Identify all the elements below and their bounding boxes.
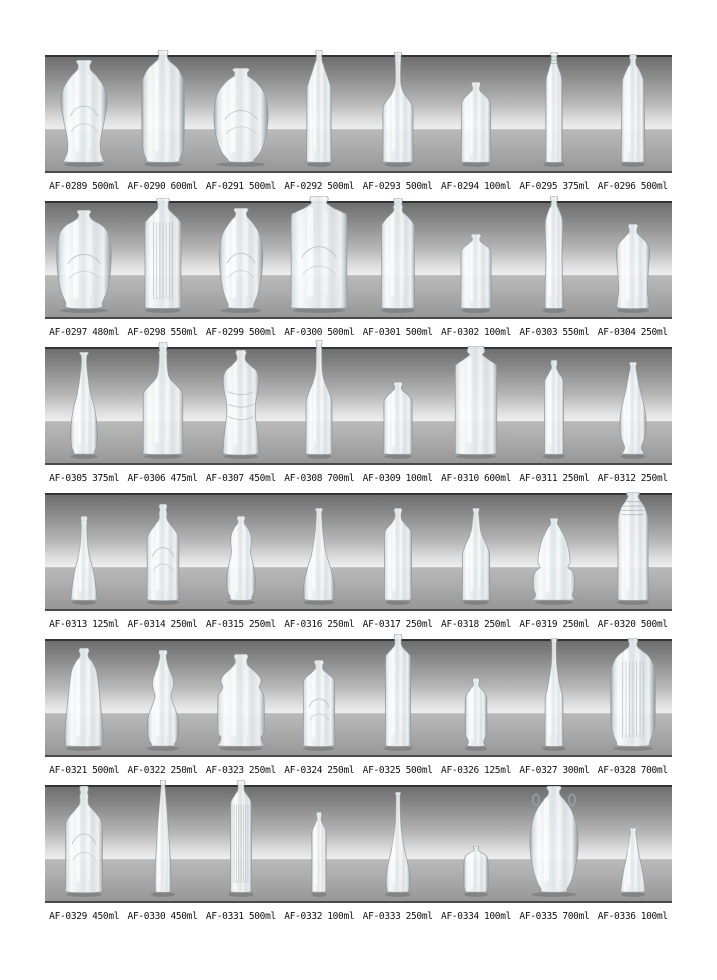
bottle-label xyxy=(437,473,515,484)
bottle-cell xyxy=(45,349,123,463)
bottle-cell xyxy=(515,495,593,609)
bottle-label xyxy=(202,619,280,630)
bottle-cell xyxy=(123,641,201,755)
bottle-image-af-0313 xyxy=(69,516,100,606)
photo-band xyxy=(45,785,672,903)
bottle-label xyxy=(594,327,672,338)
bottle-cell xyxy=(359,787,437,901)
bottle-volume: 250ml xyxy=(483,618,512,630)
bottle-volume: 450ml xyxy=(170,910,198,922)
bottle-volume: 500ml xyxy=(248,910,276,922)
bottle-code: AF-0318 xyxy=(441,618,479,630)
bottle-volume: 500ml xyxy=(92,180,120,192)
bottle-label xyxy=(594,911,672,922)
bottle-image-af-0334 xyxy=(461,846,492,898)
bottle-volume: 475ml xyxy=(170,472,198,484)
bottle-image-af-0291 xyxy=(212,68,270,168)
bottle-volume: 700ml xyxy=(562,910,590,922)
bottle-image-af-0326 xyxy=(462,678,491,752)
bottle-cell xyxy=(123,57,201,171)
bottle-label xyxy=(515,619,593,630)
bottle-image-af-0327 xyxy=(539,638,570,752)
bottle-image-af-0325 xyxy=(380,634,416,752)
bottle-image-af-0315 xyxy=(223,516,259,606)
bottle-code: AF-0303 xyxy=(519,326,558,338)
bottle-image-af-0304 xyxy=(613,224,653,314)
bottle-image-af-0303 xyxy=(539,196,570,314)
bottle-label xyxy=(45,181,123,192)
photo-band xyxy=(45,201,672,319)
bottle-image-af-0329 xyxy=(62,786,106,898)
bottle-volume: 500ml xyxy=(327,180,355,192)
bottle-volume: 125ml xyxy=(483,764,512,776)
bottle-code: AF-0317 xyxy=(362,618,401,630)
bottle-code: AF-0328 xyxy=(597,764,636,776)
bottle-image-af-0333 xyxy=(381,792,414,898)
label-strip xyxy=(45,173,672,199)
catalog-row xyxy=(45,493,672,639)
bottle-label xyxy=(202,181,280,192)
bottle-volume: 500ml xyxy=(248,180,276,192)
catalog-row xyxy=(45,639,672,785)
bottle-code: AF-0299 xyxy=(205,326,244,338)
bottle-label xyxy=(45,619,123,630)
bottle-cell xyxy=(515,349,593,463)
bottle-label xyxy=(123,765,201,776)
bottle-code: AF-0312 xyxy=(597,472,636,484)
bottle-volume: 250ml xyxy=(248,764,276,776)
bottle-code: AF-0310 xyxy=(441,472,479,484)
bottle-code: AF-0325 xyxy=(362,764,401,776)
bottle-image-af-0302 xyxy=(458,234,494,314)
bottle-cell xyxy=(45,57,123,171)
bottle-cell xyxy=(202,787,280,901)
bottle-code: AF-0329 xyxy=(49,910,88,922)
bottle-code: AF-0324 xyxy=(284,764,323,776)
bottle-volume: 250ml xyxy=(562,472,590,484)
bottle-image-af-0297 xyxy=(55,210,113,314)
bottle-image-af-0319 xyxy=(531,518,577,606)
bottle-cell xyxy=(280,349,358,463)
bottle-cell xyxy=(359,349,437,463)
bottle-code: AF-0296 xyxy=(597,180,636,192)
bottle-label xyxy=(280,765,358,776)
bottle-label xyxy=(515,327,593,338)
bottle-label xyxy=(359,911,437,922)
bottle-code: AF-0306 xyxy=(127,472,166,484)
bottle-label xyxy=(280,473,358,484)
bottle-image-af-0299 xyxy=(216,208,266,314)
bottle-label xyxy=(515,911,593,922)
label-strip xyxy=(45,465,672,491)
bottle-code: AF-0314 xyxy=(127,618,166,630)
bottle-cell xyxy=(515,787,593,901)
bottle-volume: 550ml xyxy=(170,326,198,338)
bottle-image-af-0336 xyxy=(617,828,648,898)
bottle-image-af-0305 xyxy=(67,352,101,460)
bottle-label xyxy=(437,327,515,338)
bottle-code: AF-0300 xyxy=(284,326,323,338)
bottle-code: AF-0305 xyxy=(49,472,88,484)
bottle-cell xyxy=(515,641,593,755)
bottle-volume: 480ml xyxy=(92,326,120,338)
bottle-label xyxy=(359,327,437,338)
bottle-code: AF-0290 xyxy=(127,180,166,192)
bottle-cell xyxy=(123,349,201,463)
bottle-image-af-0312 xyxy=(617,362,649,460)
bottle-label xyxy=(359,181,437,192)
bottle-volume: 500ml xyxy=(405,764,433,776)
bottle-image-af-0320 xyxy=(613,492,653,606)
bottle-volume: 100ml xyxy=(483,910,512,922)
bottle-label xyxy=(359,619,437,630)
bottle-volume: 250ml xyxy=(640,472,668,484)
bottle-label xyxy=(123,911,201,922)
bottle-volume: 100ml xyxy=(640,910,668,922)
bottle-code: AF-0301 xyxy=(362,326,401,338)
bottle-label xyxy=(515,473,593,484)
bottle-label xyxy=(123,327,201,338)
bottle-cell xyxy=(594,641,672,755)
bottle-cell xyxy=(123,495,201,609)
bottle-label xyxy=(123,473,201,484)
bottle-code: AF-0331 xyxy=(205,910,244,922)
bottle-code: AF-0308 xyxy=(284,472,323,484)
bottle-code: AF-0335 xyxy=(519,910,558,922)
bottle-code: AF-0315 xyxy=(205,618,244,630)
bottle-volume: 250ml xyxy=(170,618,198,630)
bottle-cell xyxy=(437,787,515,901)
bottle-image-af-0301 xyxy=(377,198,419,314)
bottle-cell xyxy=(280,495,358,609)
bottle-image-af-0307 xyxy=(220,350,262,460)
bottle-code: AF-0291 xyxy=(205,180,244,192)
bottle-label xyxy=(594,181,672,192)
bottle-code: AF-0313 xyxy=(49,618,88,630)
bottle-label xyxy=(515,181,593,192)
bottle-label xyxy=(280,619,358,630)
bottle-label xyxy=(594,765,672,776)
bottle-volume: 300ml xyxy=(562,764,590,776)
bottle-volume: 250ml xyxy=(327,618,355,630)
bottle-code: AF-0302 xyxy=(441,326,479,338)
bottle-image-af-0300 xyxy=(288,196,350,314)
bottle-volume: 250ml xyxy=(327,764,355,776)
bottle-label xyxy=(359,765,437,776)
bottle-image-af-0292 xyxy=(304,50,335,168)
bottle-cell xyxy=(359,57,437,171)
bottle-cell xyxy=(45,203,123,317)
bottle-image-af-0310 xyxy=(452,346,500,460)
bottle-image-af-0294 xyxy=(459,82,494,168)
bottle-volume: 100ml xyxy=(483,180,512,192)
bottle-label xyxy=(280,181,358,192)
bottle-volume: 250ml xyxy=(405,618,433,630)
bottle-label xyxy=(45,327,123,338)
bottle-cell xyxy=(437,641,515,755)
bottle-cell xyxy=(594,787,672,901)
bottle-image-af-0331 xyxy=(224,780,257,898)
bottle-label xyxy=(515,765,593,776)
bottle-volume: 250ml xyxy=(640,326,668,338)
bottle-code: AF-0319 xyxy=(519,618,558,630)
bottle-label xyxy=(437,911,515,922)
bottle-image-af-0328 xyxy=(609,638,657,752)
catalog-row xyxy=(45,201,672,347)
bottle-label xyxy=(594,473,672,484)
bottle-code: AF-0327 xyxy=(519,764,558,776)
bottle-code: AF-0304 xyxy=(597,326,636,338)
catalog xyxy=(45,55,672,931)
bottle-image-af-0335 xyxy=(527,786,581,898)
bottle-cell xyxy=(280,57,358,171)
bottle-cell xyxy=(202,641,280,755)
bottle-image-af-0314 xyxy=(143,504,183,606)
bottle-volume: 700ml xyxy=(327,472,355,484)
bottle-code: AF-0323 xyxy=(205,764,244,776)
bottle-cell xyxy=(280,787,358,901)
bottle-cell xyxy=(437,203,515,317)
bottle-volume: 375ml xyxy=(92,472,120,484)
bottle-volume: 100ml xyxy=(327,910,355,922)
bottle-code: AF-0298 xyxy=(127,326,166,338)
bottle-code: AF-0294 xyxy=(441,180,479,192)
bottle-code: AF-0336 xyxy=(597,910,636,922)
label-strip xyxy=(45,903,672,929)
bottle-image-af-0289 xyxy=(59,60,109,168)
bottle-label xyxy=(202,911,280,922)
bottle-image-af-0296 xyxy=(617,54,648,168)
bottle-volume: 600ml xyxy=(483,472,512,484)
bottle-volume: 450ml xyxy=(248,472,276,484)
bottle-cell xyxy=(359,641,437,755)
catalog-row xyxy=(45,347,672,493)
photo-band xyxy=(45,639,672,757)
bottle-cell xyxy=(202,203,280,317)
bottle-label xyxy=(202,327,280,338)
bottle-image-af-0298 xyxy=(141,198,185,314)
bottle-image-af-0330 xyxy=(147,780,178,898)
bottle-cell xyxy=(359,203,437,317)
bottle-label xyxy=(437,619,515,630)
bottle-image-af-0309 xyxy=(381,382,415,460)
bottle-cell xyxy=(359,495,437,609)
bottle-label xyxy=(594,619,672,630)
bottle-volume: 550ml xyxy=(562,326,590,338)
bottle-label xyxy=(280,911,358,922)
bottle-image-af-0318 xyxy=(460,508,493,606)
bottle-volume: 500ml xyxy=(248,326,276,338)
bottle-image-af-0293 xyxy=(381,52,415,168)
bottle-volume: 450ml xyxy=(92,910,120,922)
bottle-volume: 250ml xyxy=(248,618,276,630)
bottle-image-af-0323 xyxy=(215,654,267,752)
bottle-label xyxy=(437,181,515,192)
bottle-label xyxy=(45,911,123,922)
bottle-image-af-0311 xyxy=(540,360,569,460)
photo-band xyxy=(45,55,672,173)
bottle-image-af-0316 xyxy=(300,508,338,606)
bottle-cell xyxy=(202,349,280,463)
label-strip xyxy=(45,757,672,783)
catalog-row xyxy=(45,55,672,201)
bottle-code: AF-0293 xyxy=(362,180,401,192)
bottle-cell xyxy=(437,57,515,171)
bottle-code: AF-0321 xyxy=(49,764,88,776)
bottle-code: AF-0333 xyxy=(362,910,401,922)
bottle-cell xyxy=(437,495,515,609)
bottle-label xyxy=(45,473,123,484)
bottle-image-af-0306 xyxy=(140,342,186,460)
bottle-cell xyxy=(45,495,123,609)
bottle-image-af-0295 xyxy=(540,52,568,168)
bottle-image-af-0317 xyxy=(382,508,413,606)
bottle-cell xyxy=(515,203,593,317)
bottle-label xyxy=(359,473,437,484)
bottle-volume: 500ml xyxy=(640,618,668,630)
bottle-code: AF-0320 xyxy=(597,618,636,630)
bottle-label xyxy=(202,473,280,484)
bottle-code: AF-0316 xyxy=(284,618,323,630)
bottle-cell xyxy=(437,349,515,463)
bottle-volume: 500ml xyxy=(405,180,433,192)
bottle-label xyxy=(45,765,123,776)
bottle-volume: 500ml xyxy=(640,180,668,192)
bottle-code: AF-0330 xyxy=(127,910,166,922)
photo-band xyxy=(45,347,672,465)
bottle-cell xyxy=(594,349,672,463)
bottle-volume: 500ml xyxy=(405,326,433,338)
bottle-volume: 250ml xyxy=(405,910,433,922)
bottle-volume: 500ml xyxy=(92,764,120,776)
photo-band xyxy=(45,493,672,611)
bottle-code: AF-0307 xyxy=(205,472,244,484)
bottle-label xyxy=(202,765,280,776)
bottle-label xyxy=(123,619,201,630)
bottle-label xyxy=(437,765,515,776)
bottle-code: AF-0332 xyxy=(284,910,323,922)
bottle-volume: 500ml xyxy=(327,326,355,338)
bottle-cell xyxy=(594,57,672,171)
bottle-cell xyxy=(515,57,593,171)
bottle-image-af-0332 xyxy=(309,812,330,898)
bottle-cell xyxy=(280,641,358,755)
bottle-cell xyxy=(45,641,123,755)
bottle-image-af-0324 xyxy=(300,660,338,752)
bottle-cell xyxy=(123,203,201,317)
bottle-volume: 100ml xyxy=(405,472,433,484)
bottle-code: AF-0297 xyxy=(49,326,88,338)
bottle-volume: 100ml xyxy=(483,326,512,338)
bottle-volume: 250ml xyxy=(170,764,198,776)
bottle-code: AF-0326 xyxy=(441,764,479,776)
bottle-code: AF-0292 xyxy=(284,180,323,192)
bottle-code: AF-0322 xyxy=(127,764,166,776)
bottle-code: AF-0311 xyxy=(519,472,558,484)
bottle-cell xyxy=(202,57,280,171)
catalog-row xyxy=(45,785,672,931)
bottle-image-af-0308 xyxy=(304,340,335,460)
bottle-code: AF-0309 xyxy=(362,472,401,484)
label-strip xyxy=(45,611,672,637)
bottle-cell xyxy=(123,787,201,901)
bottle-volume: 375ml xyxy=(562,180,590,192)
bottle-cell xyxy=(202,495,280,609)
bottle-volume: 250ml xyxy=(562,618,590,630)
bottle-cell xyxy=(594,495,672,609)
bottle-image-af-0322 xyxy=(143,650,183,752)
bottle-image-af-0290 xyxy=(140,50,186,168)
bottle-cell xyxy=(280,203,358,317)
bottle-label xyxy=(123,181,201,192)
bottle-volume: 125ml xyxy=(92,618,120,630)
bottle-volume: 600ml xyxy=(170,180,198,192)
bottle-cell xyxy=(45,787,123,901)
bottle-code: AF-0334 xyxy=(441,910,479,922)
bottle-image-af-0321 xyxy=(62,648,106,752)
bottle-label xyxy=(280,327,358,338)
bottle-code: AF-0295 xyxy=(519,180,558,192)
bottle-volume: 700ml xyxy=(640,764,668,776)
bottle-code: AF-0289 xyxy=(49,180,88,192)
bottle-cell xyxy=(594,203,672,317)
